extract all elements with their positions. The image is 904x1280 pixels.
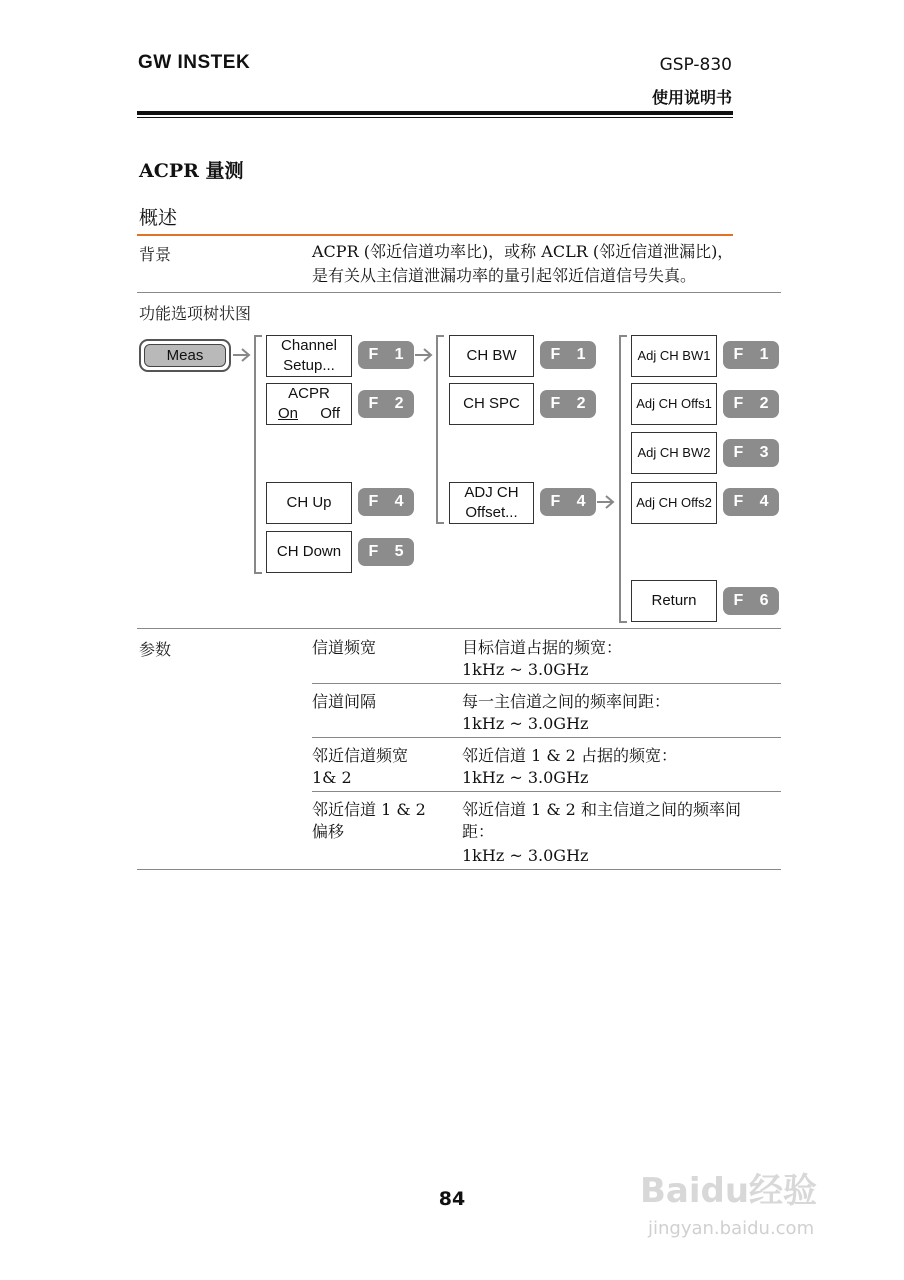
meas-key[interactable]	[139, 339, 231, 372]
tree-label: 功能选项树状图	[139, 304, 252, 323]
adj-ch-offset-line-1: ADJ CH	[464, 484, 519, 501]
f2-key-col1[interactable]: F 2	[358, 390, 414, 418]
row-separator	[312, 791, 781, 792]
ch-down-softkey[interactable]: CH Down	[266, 531, 352, 573]
adj-ch-offset-softkey[interactable]	[449, 482, 534, 524]
manual-title: 使用说明书	[651, 88, 732, 107]
f4-key-col2[interactable]: F 4	[540, 488, 596, 516]
f4-key-col1[interactable]: F 4	[358, 488, 414, 516]
param-range: 1kHz ~ 3.0GHz	[462, 660, 589, 679]
acpr-on-off	[278, 404, 340, 424]
return-softkey[interactable]: Return	[631, 580, 717, 622]
param-desc: 邻近信道 1 & 2 占据的频宽：	[462, 746, 677, 765]
acpr-label: ACPR	[288, 385, 330, 402]
f2-key-col2[interactable]: F 2	[540, 390, 596, 418]
acpr-on: On	[278, 405, 299, 422]
watermark-url: jingyan.baidu.com	[648, 1218, 815, 1239]
param-range: 1kHz ~ 3.0GHz	[462, 714, 589, 733]
background-label: 背景	[139, 245, 172, 264]
param-desc: 目标信道占据的频宽：	[462, 638, 623, 657]
model-name: GSP-830	[659, 55, 732, 75]
acpr-toggle-softkey[interactable]	[266, 383, 352, 425]
row-separator	[137, 628, 781, 629]
param-desc-line-1: 邻近信道 1 & 2 和主信道之间的频率间	[462, 800, 741, 819]
row-separator	[312, 683, 781, 684]
channel-setup-line-2: Setup...	[283, 357, 335, 374]
overview-title: 概述	[139, 207, 178, 229]
param-name-line-2: 偏移	[312, 822, 345, 841]
f4-key-col3[interactable]: F 4	[723, 488, 779, 516]
adj-ch-bw1-softkey[interactable]: Adj CH BW1	[631, 335, 717, 377]
brand-logo: GW INSTEK	[138, 52, 251, 73]
f5-key-col1[interactable]: F 5	[358, 538, 414, 566]
ch-up-softkey[interactable]: CH Up	[266, 482, 352, 524]
adj-ch-offset-line-2: Offset...	[465, 504, 518, 521]
page-number: 84	[438, 1188, 466, 1210]
f2-key-col3[interactable]: F 2	[723, 390, 779, 418]
param-range: 1kHz ~ 3.0GHz	[462, 846, 589, 865]
row-separator	[312, 737, 781, 738]
param-name-line-2: 1& 2	[312, 768, 352, 787]
param-name: 信道间隔	[312, 692, 377, 711]
ch-bw-softkey[interactable]: CH BW	[449, 335, 534, 377]
background-line-2: 是有关从主信道泄漏功率的量引起邻近信道信号失真。	[312, 266, 697, 285]
ch-spc-softkey[interactable]: CH SPC	[449, 383, 534, 425]
f1-key-col1[interactable]: F 1	[358, 341, 414, 369]
f1-key-col3[interactable]: F 1	[723, 341, 779, 369]
section-title: ACPR 量测	[139, 160, 244, 182]
param-name-line-1: 邻近信道频宽	[312, 746, 409, 765]
f1-key-col2[interactable]: F 1	[540, 341, 596, 369]
f6-key-col3[interactable]: F 6	[723, 587, 779, 615]
adj-ch-offs1-softkey[interactable]: Adj CH Offs1	[631, 383, 717, 425]
channel-setup-line-1: Channel	[281, 337, 337, 354]
acpr-off: Off	[320, 405, 340, 422]
table-bottom-rule	[137, 869, 781, 870]
watermark-logo: Baidu经验	[640, 1171, 818, 1211]
adj-ch-bw2-softkey[interactable]: Adj CH BW2	[631, 432, 717, 474]
param-range: 1kHz ~ 3.0GHz	[462, 768, 589, 787]
meas-key-label: Meas	[144, 344, 226, 367]
adj-ch-offs2-softkey[interactable]: Adj CH Offs2	[631, 482, 717, 524]
background-line-1: ACPR (邻近信道功率比)，或称 ACLR (邻近信道泄漏比)，	[312, 242, 734, 261]
param-name: 信道频宽	[312, 638, 377, 657]
param-name-line-1: 邻近信道 1 & 2	[312, 800, 426, 819]
f3-key-col3[interactable]: F 3	[723, 439, 779, 467]
param-desc: 每一主信道之间的频率间距：	[462, 692, 671, 711]
channel-setup-softkey[interactable]	[266, 335, 352, 377]
params-label: 参数	[139, 640, 172, 659]
param-desc-line-2: 距：	[462, 822, 495, 841]
